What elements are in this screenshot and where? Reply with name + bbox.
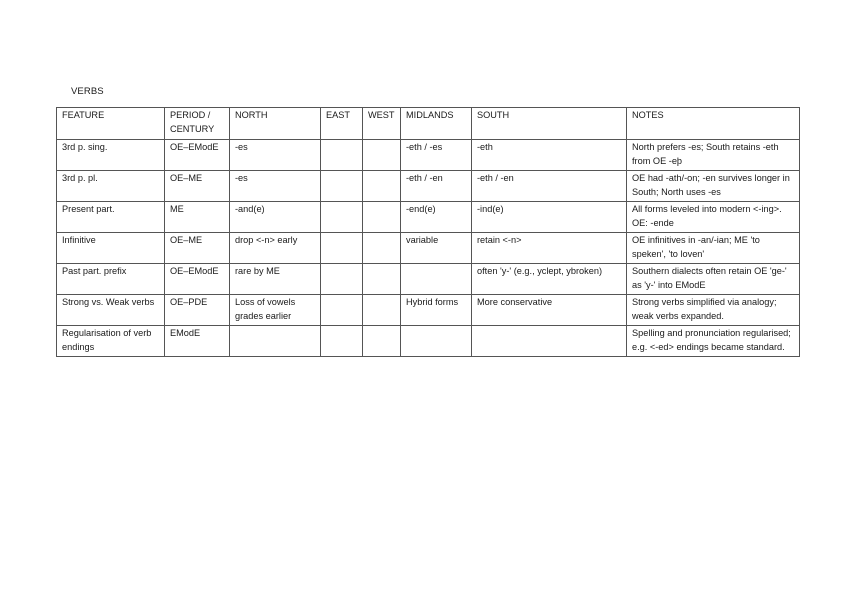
header-row <box>57 108 800 140</box>
cell-north: drop <-n> early <box>230 233 321 264</box>
cell-north: -es <box>230 140 321 171</box>
cell-south: often 'y-' (e.g., yclept, ybroken) <box>472 264 627 295</box>
cell-west <box>363 202 401 233</box>
cell-notes: Southern dialects often retain OE 'ge-' as 'y-' into EModE <box>627 264 800 295</box>
cell-period: OE–EModE <box>165 264 230 295</box>
cell-notes: OE infinitives in -an/-ian; ME 'to speken', 'to loven' <box>627 233 800 264</box>
header-cell-north: NORTH <box>230 108 321 140</box>
cell-period: EModE <box>165 326 230 357</box>
cell-east <box>321 233 363 264</box>
table-body <box>57 108 800 357</box>
cell-west <box>363 140 401 171</box>
header-cell-east: EAST <box>321 108 363 140</box>
header-cell-midlands: MIDLANDS <box>401 108 472 140</box>
table-row <box>57 140 800 171</box>
header-cell-south: SOUTH <box>472 108 627 140</box>
verbs-table <box>56 107 800 357</box>
cell-east <box>321 264 363 295</box>
table-row <box>57 171 800 202</box>
cell-south: -eth / -en <box>472 171 627 202</box>
cell-east <box>321 171 363 202</box>
table-row <box>57 295 800 326</box>
cell-south: retain <-n> <box>472 233 627 264</box>
cell-north: rare by ME <box>230 264 321 295</box>
cell-feature: 3rd p. pl. <box>57 171 165 202</box>
cell-midlands: -end(e) <box>401 202 472 233</box>
header-cell-feature: FEATURE <box>57 108 165 140</box>
table-row <box>57 233 800 264</box>
table-row <box>57 202 800 233</box>
cell-notes: Spelling and pronunciation regularised; e.g. <-ed> endings became standard. <box>627 326 800 357</box>
header-cell-notes: NOTES <box>627 108 800 140</box>
header-cell-period: PERIOD / CENTURY <box>165 108 230 140</box>
cell-east <box>321 202 363 233</box>
cell-feature: Past part. prefix <box>57 264 165 295</box>
cell-notes: OE had -ath/-on; -en survives longer in South; North uses -es <box>627 171 800 202</box>
cell-midlands <box>401 264 472 295</box>
cell-north: Loss of vowels grades earlier <box>230 295 321 326</box>
table-row <box>57 326 800 357</box>
cell-feature: Regularisation of verb endings <box>57 326 165 357</box>
cell-notes: North prefers -es; South retains -eth from OE -eþ <box>627 140 800 171</box>
cell-west <box>363 264 401 295</box>
section-title: VERBS <box>71 86 104 97</box>
cell-period: ME <box>165 202 230 233</box>
cell-midlands: variable <box>401 233 472 264</box>
header-cell-west: WEST <box>363 108 401 140</box>
cell-feature: Present part. <box>57 202 165 233</box>
cell-west <box>363 233 401 264</box>
cell-east <box>321 326 363 357</box>
cell-midlands: Hybrid forms <box>401 295 472 326</box>
cell-north: -es <box>230 171 321 202</box>
cell-south: -eth <box>472 140 627 171</box>
cell-period: OE–ME <box>165 233 230 264</box>
cell-west <box>363 326 401 357</box>
cell-midlands: -eth / -en <box>401 171 472 202</box>
cell-south: -ind(e) <box>472 202 627 233</box>
cell-north <box>230 326 321 357</box>
cell-period: OE–PDE <box>165 295 230 326</box>
cell-notes: Strong verbs simplified via analogy; weak verbs expanded. <box>627 295 800 326</box>
cell-period: OE–ME <box>165 171 230 202</box>
cell-south: More conservative <box>472 295 627 326</box>
cell-west <box>363 295 401 326</box>
cell-south <box>472 326 627 357</box>
cell-east <box>321 140 363 171</box>
cell-feature: 3rd p. sing. <box>57 140 165 171</box>
cell-period: OE–EModE <box>165 140 230 171</box>
cell-west <box>363 171 401 202</box>
cell-notes: All forms leveled into modern <-ing>. OE: -ende <box>627 202 800 233</box>
cell-north: -and(e) <box>230 202 321 233</box>
cell-midlands: -eth / -es <box>401 140 472 171</box>
cell-east <box>321 295 363 326</box>
cell-feature: Strong vs. Weak verbs <box>57 295 165 326</box>
cell-feature: Infinitive <box>57 233 165 264</box>
table-row <box>57 264 800 295</box>
cell-midlands <box>401 326 472 357</box>
